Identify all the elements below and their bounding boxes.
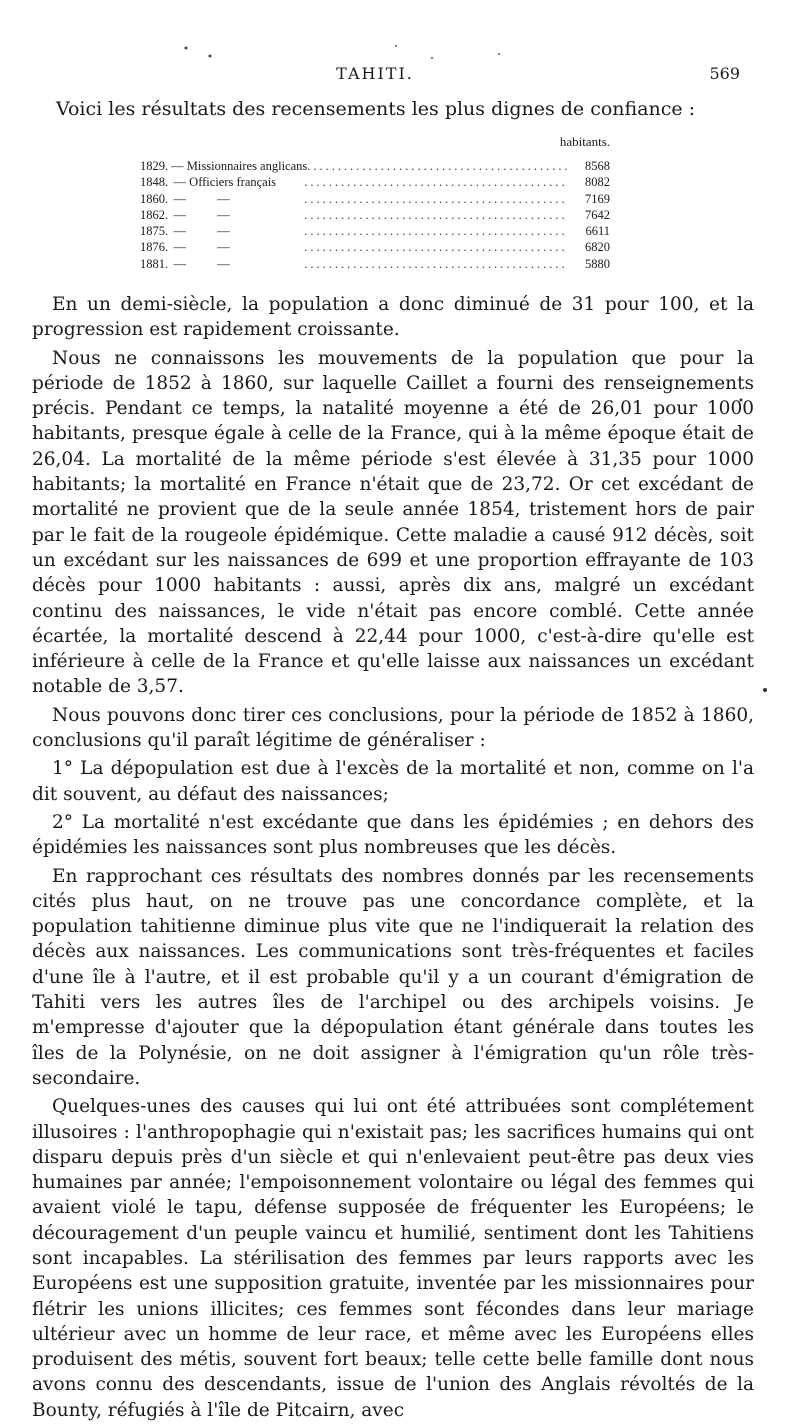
census-value: 5880 [585,256,610,271]
census-value: 7642 [585,207,610,222]
leader-dots: ........................................... [304,224,568,239]
census-source: — — [173,191,230,206]
census-year: 1875. [140,224,169,239]
leader-dots: ........................................... [307,159,571,173]
speck-1 [185,47,188,50]
census-value: 6820 [585,240,610,255]
census-source: — Officiers français [173,175,277,190]
census-year: 1860. [140,191,169,206]
census-value: 8082 [585,175,610,190]
speck-5 [498,53,500,55]
speck-7 [763,688,767,692]
census-source: — — [173,224,230,239]
intro-sentence: Voici les résultats des recensements les plus dignes de confiance : [56,98,696,120]
census-row [140,174,610,190]
census-year: 1876. [140,240,169,255]
census-source: — — [173,240,230,255]
census-source: — — [173,256,230,271]
leader-dots: ........................................... [304,240,568,255]
census-row [140,207,610,223]
census-table [140,134,610,272]
census-year: 1862. [140,207,169,222]
leader-dots: ........................................... [304,175,568,190]
paragraph-conclusion-1: 1° La dépopulation est due à l'excès de la mortalité et non, comme on l'a dit souvent, au défaut des naissances; [32,758,754,805]
paragraph-mortality-statistics: Nous ne connaissons les mouvements de la population que pour la période de 1852 à 1860, sur laquelle Caillet a fourni des renseignements précis. Pendant ce temps, la natalité moyenne a été de 26,01 pour 1000 habitants, presque égale à celle de la France, qui à la même époque était de 26,04. La mortalité de la même période s'est élevée à 31,35 pour 1000 habitants; la mortalité en France n'était que de 23,72. Or cet excédant de mortalité ne provient que de la seule année 1854, tristement hors de pair par le fait de la rougeole épidémique. Cette maladie a causé 912 décès, soit un excédant sur les naissances de 699 et une proportion effrayante de 103 décès pour 1000 habitants : aussi, après dix ans, malgré un excédant continu des naissances, le vide n'était pas encore comblé. Cette année écartée, la mortalité descend à 22,44 pour 1000, c'est-à-dire qu'elle est inférieure à celle de la France et qu'elle laisse aux naissances un excédant notable de 3,57. [32,347,754,698]
census-value: 8568 [585,159,610,173]
leader-dots: ........................................... [304,207,568,222]
paragraph-conclusions-intro: Nous pouvons donc tirer ces conclusions, pour la période de 1852 à 1860, conclusions qu'il paraît légitime de généraliser : [32,704,754,752]
census-source: — Missionnaires anglicans [171,159,308,173]
page-header [0,64,800,88]
speck-4 [431,57,433,59]
page-number: 569 [709,64,740,83]
census-source: — — [173,207,230,222]
body-text [32,292,754,1426]
speck-3 [395,45,397,47]
census-row [140,158,610,174]
leader-dots: ........................................... [304,191,568,206]
census-value: 6611 [585,224,610,239]
leader-dots: ........................................... [304,256,568,271]
paragraph-emigration: En rapprochant ces résultats des nombres donnés par les recensements cités plus haut, on ne trouve pas une concordance complète, et la population tahitienne diminue plus vite que ne l'indiquerait la relation des décès aux naissances. Les communications sont très-fréquentes et faciles d'une île à l'autre, et il est probable qu'il y a un courant d'émigration de Tahiti vers les autres îles de l'archipel ou des archipels voisins. Je m'empresse d'ajouter que la dépopulation étant générale dans toutes les îles de la Polynésie, on ne doit assigner à l'émigration qu'un rôle très-secondaire. [32,865,754,1089]
census-row [140,256,610,272]
census-value: 7169 [585,191,610,206]
paragraph-causes: Quelques-unes des causes qui lui ont été attribuées sont complétement illusoires : l'anthropophagie qui n'existait pas; les sacrifices humains qui ont disparu depuis près d'un siècle et qui n'enlevaient peut-être pas deux vies humaines par année; l'empoisonnement volontaire ou légal des femmes qui avaient violé le tapu, défense supposée de fréquenter les Européens; le découragement d'un peuple vaincu et humilié, sentiment dont les Tahitiens sont incapables. La stérilisation des femmes par leurs rapports avec les Européens est une supposition gratuite, inventée par les missionnaires pour flétrir les unions illicites; ces femmes sont fécondes dans leur mariage ultérieur avec un homme de leur race, et même avec les Européens elles produisent des métis, souvent fort beaux; telle cette belle famille dont nous avons connu des descendants, issue de l'union des Anglais révoltés de la Bounty, réfugiés à l'île de Pitcairn, avec [32,1096,754,1421]
census-row [140,191,610,207]
running-title: TAHITI. [336,64,414,83]
census-row [140,223,610,239]
paragraph-population-decline: En un demi-siècle, la population a donc diminué de 31 pour 100, et la progression est rapidement croissante. [32,294,754,341]
census-unit-label: habitants. [559,134,610,149]
census-year: 1848. [140,175,169,190]
census-row [140,239,610,255]
paragraph-conclusion-2: 2° La mortalité n'est excédante que dans les épidémies ; en dehors des épidémies les naissances sont plus nombreuses que les décès. [32,811,754,859]
census-year: 1881. [140,256,169,271]
census-year: 1829. [140,159,169,173]
speck-2 [209,55,212,58]
